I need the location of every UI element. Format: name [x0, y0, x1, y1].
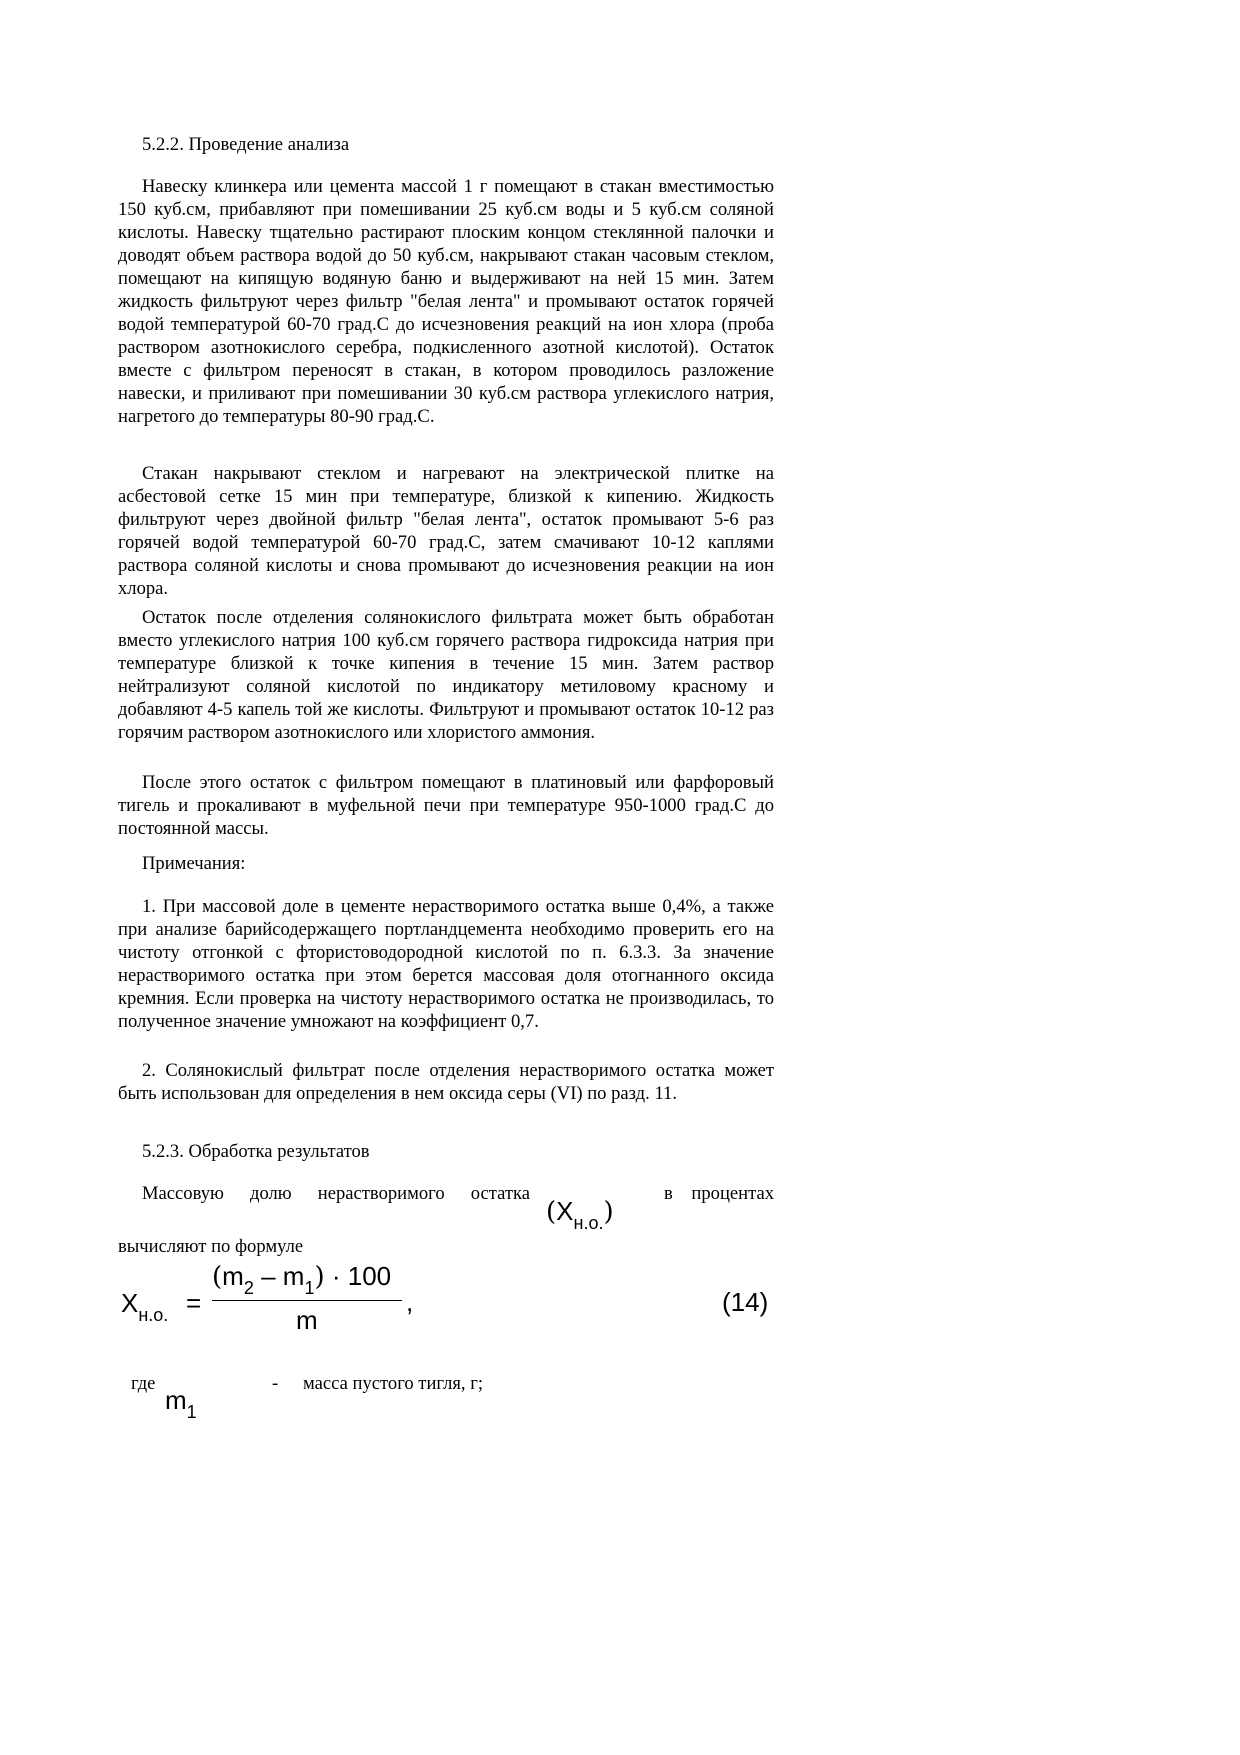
note-2: 2. Солянокислый фильтрат после отделения нерастворимого остатка может быть использован для определения в нем оксида серы (VI) по разд. 11. [118, 1060, 774, 1104]
where-variable: $m_1$ [165, 1385, 197, 1422]
paragraph-4: После этого остаток с фильтром помещают в платиновый или фарфоровый тигель и прокаливают в муфельной печи при температуре 950-1000 град.С до постоянной массы. [118, 772, 774, 839]
formula-denominator: m [296, 1305, 318, 1335]
where-description: масса пустого тигля, г; [303, 1373, 483, 1394]
formula-intro: вычисляют по формуле [118, 1236, 304, 1257]
notes-title: Примечания: [142, 853, 246, 874]
where-label: где [131, 1373, 156, 1394]
paragraph-2: Стакан накрывают стеклом и нагревают на электрической плитке на асбестовой сетке 15 мин при температуре, близкой к кипению. Жидкость фильтруют через двойной фильтр "белая лента", остаток промывают 5-6 раз горячей водой температурой 60-70 град.С, затем смачивают 10-12 каплями раствора соляной кислоты и снова промывают до исчезновения реакции на ион хлора. [118, 463, 774, 599]
formula-numerator: $(m_2 - m_1) \cdot 100$ [212, 1261, 392, 1298]
section-heading-5-2-3: 5.2.3. Обработка результатов [142, 1141, 370, 1162]
where-dash: - [272, 1373, 279, 1394]
formula-number: (14) [722, 1287, 769, 1317]
note-1: 1. При массовой доле в цементе нерастворимого остатка выше 0,4%, а также при анализе барийсодержащего портландцемента необходимо проверить его на чистоту отгонкой с фтористоводородной кислотой по п. 6.3.3. За значение нерастворимого остатка при этом берется массовая доля отогнанного оксида кремния. Если проверка на чистоту нерастворимого остатка не производилась, то полученное значение умножают на коэффициент 0,7. [118, 896, 774, 1032]
formula-equals: = [186, 1288, 202, 1318]
section-heading-5-2-2: 5.2.2. Проведение анализа [142, 134, 350, 155]
formula-lhs: $X_{н.о.}$ [121, 1288, 169, 1325]
formula-comma: , [406, 1287, 414, 1317]
mass-fraction-text: Массовую долю нерастворимого остатка [142, 1183, 530, 1204]
mass-fraction-right-text: в процентах [663, 1183, 774, 1204]
fraction-bar [212, 1300, 402, 1301]
inline-symbol-x-no: $(X_{н.о.})$ [546, 1196, 614, 1233]
paragraph-3: Остаток после отделения солянокислого фильтрата может быть обработан вместо углекислого натрия 100 куб.см горячего раствора гидроксида натрия при температуре близкой к точке кипения в течение 15 мин. Затем раствор нейтрализуют соляной кислотой по индикатору метиловому красному и добавляют 4-5 капель той же кислоты. Фильтруют и промывают остаток 10-12 раз горячим раствором азотнокислого или хлористого аммония. [118, 607, 774, 743]
paragraph-1: Навеску клинкера или цемента массой 1 г помещают в стакан вместимостью 150 куб.см, прибавляют при помешивании 25 куб.см воды и 5 куб.см соляной кислоты. Навеску тщательно растирают плоским концом стеклянной палочки и доводят объем раствора водой до 50 куб.см, накрывают стакан часовым стеклом, помещают на кипящую водяную баню и выдерживают на ней 15 мин. Затем жидкость фильтруют через фильтр "белая лента" и промывают остаток горячей водой температурой 60-70 град.С до исчезновения реакций на ион хлора (проба раствором азотнокислого серебра, подкисленного азотной кислотой). Остаток вместе с фильтром переносят в стакан, в котором проводилось разложение навески, и приливают при помешивании 30 куб.см раствора углекислого натрия, нагретого до температуры 80-90 град.С. [118, 176, 774, 427]
